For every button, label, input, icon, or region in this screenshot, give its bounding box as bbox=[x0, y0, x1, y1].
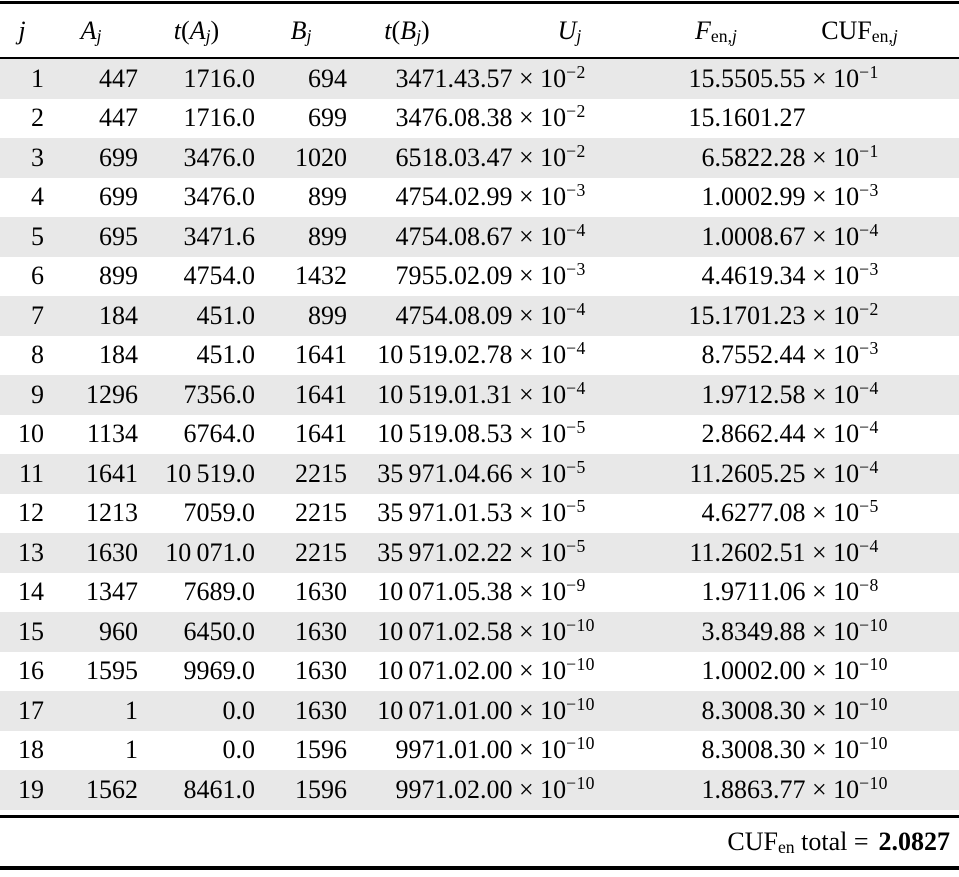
cell-A: 1296 bbox=[86, 379, 138, 409]
cell-j: 13 bbox=[18, 537, 44, 567]
cell-tA: 8461.0 bbox=[183, 774, 255, 804]
cell-tA: 3471.6 bbox=[183, 221, 255, 251]
cell-tA: 6764.0 bbox=[183, 419, 255, 449]
cell-tA: 0.0 bbox=[222, 735, 255, 765]
cell-B: 2215 bbox=[295, 498, 347, 528]
cell-j: 3 bbox=[31, 142, 44, 172]
cell-CUF: $1.23 \times 10^{-2}$ bbox=[760, 298, 879, 330]
cell-j: 9 bbox=[31, 379, 44, 409]
cell-j: 16 bbox=[18, 656, 44, 686]
cell-tB: 10 519.0 bbox=[377, 340, 467, 370]
cell-j: 10 bbox=[18, 419, 44, 449]
cell-tB: 4754.0 bbox=[395, 182, 467, 212]
total-label: $CUF_{en}$ total = bbox=[727, 826, 869, 857]
cell-A: 960 bbox=[99, 616, 138, 646]
cell-F: 1.000 bbox=[701, 656, 760, 686]
cell-U: $4.66 \times 10^{-5}$ bbox=[467, 456, 586, 488]
table-header bbox=[0, 3, 959, 59]
cell-A: 447 bbox=[99, 103, 138, 133]
cell-B: 1641 bbox=[295, 419, 347, 449]
table-row bbox=[0, 612, 959, 652]
cell-B: 1641 bbox=[295, 379, 347, 409]
cell-U: $8.09 \times 10^{-4}$ bbox=[467, 298, 586, 330]
column-header-A: $A_j$ bbox=[44, 3, 138, 59]
cell-tA: 6450.0 bbox=[183, 616, 255, 646]
cell-A: 447 bbox=[99, 63, 138, 93]
cell-tA: 3476.0 bbox=[183, 182, 255, 212]
cell-tB: 10 071.0 bbox=[377, 616, 467, 646]
table-row bbox=[0, 58, 959, 99]
cell-F: 15.550 bbox=[688, 63, 760, 93]
column-header-U: $U_j$ bbox=[467, 3, 672, 59]
cell-B: 699 bbox=[308, 103, 347, 133]
cell-tB: 10 519.0 bbox=[377, 419, 467, 449]
cell-A: 1213 bbox=[86, 498, 138, 528]
table-row bbox=[0, 652, 959, 692]
cell-U: $2.00 \times 10^{-10}$ bbox=[467, 772, 595, 804]
cell-F: 1.971 bbox=[701, 577, 760, 607]
cell-F: 4.461 bbox=[701, 261, 760, 291]
cell-B: 1630 bbox=[295, 577, 347, 607]
column-header-Fen: $F_{en,j}$ bbox=[672, 3, 760, 59]
cell-CUF: $8.30 \times 10^{-10}$ bbox=[760, 733, 888, 765]
table-footer bbox=[0, 810, 959, 868]
cell-tB: 3471.4 bbox=[395, 63, 467, 93]
cell-CUF: $9.88 \times 10^{-10}$ bbox=[760, 614, 888, 646]
cell-tB: 4754.0 bbox=[395, 300, 467, 330]
cell-F: 4.627 bbox=[701, 498, 760, 528]
table-row bbox=[0, 296, 959, 336]
cell-tB: 9971.0 bbox=[395, 774, 467, 804]
total-row bbox=[0, 816, 959, 868]
cell-tA: 7689.0 bbox=[183, 577, 255, 607]
cell-B: 2215 bbox=[295, 537, 347, 567]
column-header-tB: $t(B_j)$ bbox=[347, 3, 467, 59]
column-header-CUFen: $CUF_{en,j}$ bbox=[760, 3, 959, 59]
cell-tA: 9969.0 bbox=[183, 656, 255, 686]
cell-tA: 0.0 bbox=[222, 695, 255, 725]
cell-tB: 4754.0 bbox=[395, 221, 467, 251]
cell-j: 18 bbox=[18, 735, 44, 765]
table-row bbox=[0, 494, 959, 534]
table-row bbox=[0, 217, 959, 257]
cell-B: 899 bbox=[308, 300, 347, 330]
cell-B: 899 bbox=[308, 182, 347, 212]
cell-U: $2.22 \times 10^{-5}$ bbox=[467, 535, 586, 567]
cell-F: 1.886 bbox=[701, 774, 760, 804]
cell-F: 15.170 bbox=[688, 300, 760, 330]
cell-j: 2 bbox=[31, 103, 44, 133]
cell-U: $1.31 \times 10^{-4}$ bbox=[467, 377, 586, 409]
cell-j: 15 bbox=[18, 616, 44, 646]
cell-tA: 10 519.0 bbox=[165, 458, 255, 488]
cell-B: 1596 bbox=[295, 735, 347, 765]
cell-CUF: $1.06 \times 10^{-8}$ bbox=[760, 575, 879, 607]
cell-F: 1.971 bbox=[701, 379, 760, 409]
cell-CUF: $7.08 \times 10^{-5}$ bbox=[760, 496, 879, 528]
cell-F: 6.582 bbox=[701, 142, 760, 172]
cell-tB: 3476.0 bbox=[395, 103, 467, 133]
cell-tA: 451.0 bbox=[196, 300, 255, 330]
cell-j: 8 bbox=[31, 340, 44, 370]
table-row bbox=[0, 99, 959, 139]
cell-CUF: $8.67 \times 10^{-4}$ bbox=[760, 219, 879, 251]
table-row bbox=[0, 573, 959, 613]
cell-j: 4 bbox=[31, 182, 44, 212]
cell-tA: 451.0 bbox=[196, 340, 255, 370]
cell-tB: 10 071.0 bbox=[377, 695, 467, 725]
table-row bbox=[0, 178, 959, 218]
cell-tB: 10 071.0 bbox=[377, 577, 467, 607]
cell-j: 7 bbox=[31, 300, 44, 330]
cell-F: 8.300 bbox=[701, 695, 760, 725]
cell-B: 899 bbox=[308, 221, 347, 251]
cell-F: 1.000 bbox=[701, 182, 760, 212]
cell-CUF: $2.44 \times 10^{-4}$ bbox=[760, 417, 879, 449]
cell-tB: 35 971.0 bbox=[377, 498, 467, 528]
table-row bbox=[0, 415, 959, 455]
table-body bbox=[0, 58, 959, 810]
table-row bbox=[0, 454, 959, 494]
cell-U: $8.53 \times 10^{-5}$ bbox=[467, 417, 586, 449]
table-row bbox=[0, 731, 959, 771]
total-value: 2.0827 bbox=[878, 826, 950, 856]
cell-B: 1630 bbox=[295, 616, 347, 646]
cell-tB: 35 971.0 bbox=[377, 537, 467, 567]
cell-A: 1 bbox=[125, 735, 138, 765]
cell-F: 15.160 bbox=[688, 103, 760, 133]
cell-B: 1020 bbox=[295, 142, 347, 172]
cell-tB: 10 071.0 bbox=[377, 656, 467, 686]
cell-j: 11 bbox=[18, 458, 44, 488]
cell-A: 1134 bbox=[86, 419, 138, 449]
table-row bbox=[0, 375, 959, 415]
cell-j: 19 bbox=[18, 774, 44, 804]
cell-U: $2.00 \times 10^{-10}$ bbox=[467, 654, 595, 686]
cell-F: 2.866 bbox=[701, 419, 760, 449]
cell-U: $1.00 \times 10^{-10}$ bbox=[467, 733, 595, 765]
cell-B: 1641 bbox=[295, 340, 347, 370]
cell-B: 694 bbox=[308, 63, 347, 93]
total-cell bbox=[0, 816, 959, 868]
cell-j: 5 bbox=[31, 221, 44, 251]
cell-B: 2215 bbox=[295, 458, 347, 488]
cell-A: 699 bbox=[99, 142, 138, 172]
cell-A: 184 bbox=[99, 300, 138, 330]
cell-CUF: 1.27 bbox=[760, 103, 806, 133]
cell-CUF: $2.99 \times 10^{-3}$ bbox=[760, 180, 879, 212]
table-row bbox=[0, 533, 959, 573]
cell-A: 1 bbox=[125, 695, 138, 725]
cell-U: $2.09 \times 10^{-3}$ bbox=[467, 259, 586, 291]
cell-U: $8.67 \times 10^{-4}$ bbox=[467, 219, 586, 251]
table-row bbox=[0, 691, 959, 731]
cell-CUF: $2.51 \times 10^{-4}$ bbox=[760, 535, 879, 567]
cell-U: $2.58 \times 10^{-10}$ bbox=[467, 614, 595, 646]
cell-CUF: $9.34 \times 10^{-3}$ bbox=[760, 259, 879, 291]
cell-F: 11.260 bbox=[689, 458, 760, 488]
cell-tB: 9971.0 bbox=[395, 735, 467, 765]
cell-B: 1432 bbox=[295, 261, 347, 291]
cell-A: 899 bbox=[99, 261, 138, 291]
results-table bbox=[0, 1, 959, 870]
cell-CUF: $5.55 \times 10^{-1}$ bbox=[760, 61, 879, 93]
cell-U: $8.38 \times 10^{-2}$ bbox=[467, 101, 586, 133]
cell-U: $2.78 \times 10^{-4}$ bbox=[467, 338, 586, 370]
cell-tA: 4754.0 bbox=[183, 261, 255, 291]
cell-U: $2.99 \times 10^{-3}$ bbox=[467, 180, 586, 212]
cell-tA: 1716.0 bbox=[183, 103, 255, 133]
cell-U: $5.38 \times 10^{-9}$ bbox=[467, 575, 586, 607]
cell-tB: 7955.0 bbox=[395, 261, 467, 291]
cell-F: 8.300 bbox=[701, 735, 760, 765]
cell-CUF: $2.58 \times 10^{-4}$ bbox=[760, 377, 879, 409]
cell-j: 12 bbox=[18, 498, 44, 528]
column-header-j: j bbox=[0, 3, 44, 59]
cell-j: 6 bbox=[31, 261, 44, 291]
cell-tB: 10 519.0 bbox=[377, 379, 467, 409]
cell-U: $1.00 \times 10^{-10}$ bbox=[467, 693, 595, 725]
cell-CUF: $5.25 \times 10^{-4}$ bbox=[760, 456, 879, 488]
cell-B: 1630 bbox=[295, 656, 347, 686]
cell-tA: 10 071.0 bbox=[165, 537, 255, 567]
table-header-row bbox=[0, 3, 959, 59]
table-row bbox=[0, 138, 959, 178]
cell-A: 1595 bbox=[86, 656, 138, 686]
cell-tB: 6518.0 bbox=[395, 142, 467, 172]
table-row bbox=[0, 257, 959, 297]
cell-j: 1 bbox=[31, 63, 44, 93]
cell-j: 17 bbox=[18, 695, 44, 725]
table-row bbox=[0, 770, 959, 810]
cell-F: 11.260 bbox=[689, 537, 760, 567]
cell-A: 1641 bbox=[86, 458, 138, 488]
cell-F: 8.755 bbox=[701, 340, 760, 370]
cell-tA: 3476.0 bbox=[183, 142, 255, 172]
cell-F: 1.000 bbox=[701, 221, 760, 251]
cell-A: 1562 bbox=[86, 774, 138, 804]
column-header-tA: $t(A_j)$ bbox=[138, 3, 255, 59]
cell-CUF: $2.00 \times 10^{-10}$ bbox=[760, 654, 888, 686]
cell-CUF: $2.28 \times 10^{-1}$ bbox=[760, 140, 879, 172]
cell-CUF: $3.77 \times 10^{-10}$ bbox=[760, 772, 888, 804]
cell-A: 184 bbox=[99, 340, 138, 370]
cell-A: 1630 bbox=[86, 537, 138, 567]
cell-A: 1347 bbox=[86, 577, 138, 607]
cell-CUF: $8.30 \times 10^{-10}$ bbox=[760, 693, 888, 725]
table-row bbox=[0, 336, 959, 376]
cell-B: 1630 bbox=[295, 695, 347, 725]
cell-A: 699 bbox=[99, 182, 138, 212]
cell-B: 1596 bbox=[295, 774, 347, 804]
cell-F: 3.834 bbox=[701, 616, 760, 646]
cell-tA: 7356.0 bbox=[183, 379, 255, 409]
cell-j: 14 bbox=[18, 577, 44, 607]
column-header-B: $B_j$ bbox=[255, 3, 347, 59]
cell-U: $1.53 \times 10^{-5}$ bbox=[467, 496, 586, 528]
cell-tB: 35 971.0 bbox=[377, 458, 467, 488]
cell-U: $3.57 \times 10^{-2}$ bbox=[467, 61, 586, 93]
cell-tA: 7059.0 bbox=[183, 498, 255, 528]
cell-U: $3.47 \times 10^{-2}$ bbox=[467, 140, 586, 172]
cell-tA: 1716.0 bbox=[183, 63, 255, 93]
cell-CUF: $2.44 \times 10^{-3}$ bbox=[760, 338, 879, 370]
cell-A: 695 bbox=[99, 221, 138, 251]
